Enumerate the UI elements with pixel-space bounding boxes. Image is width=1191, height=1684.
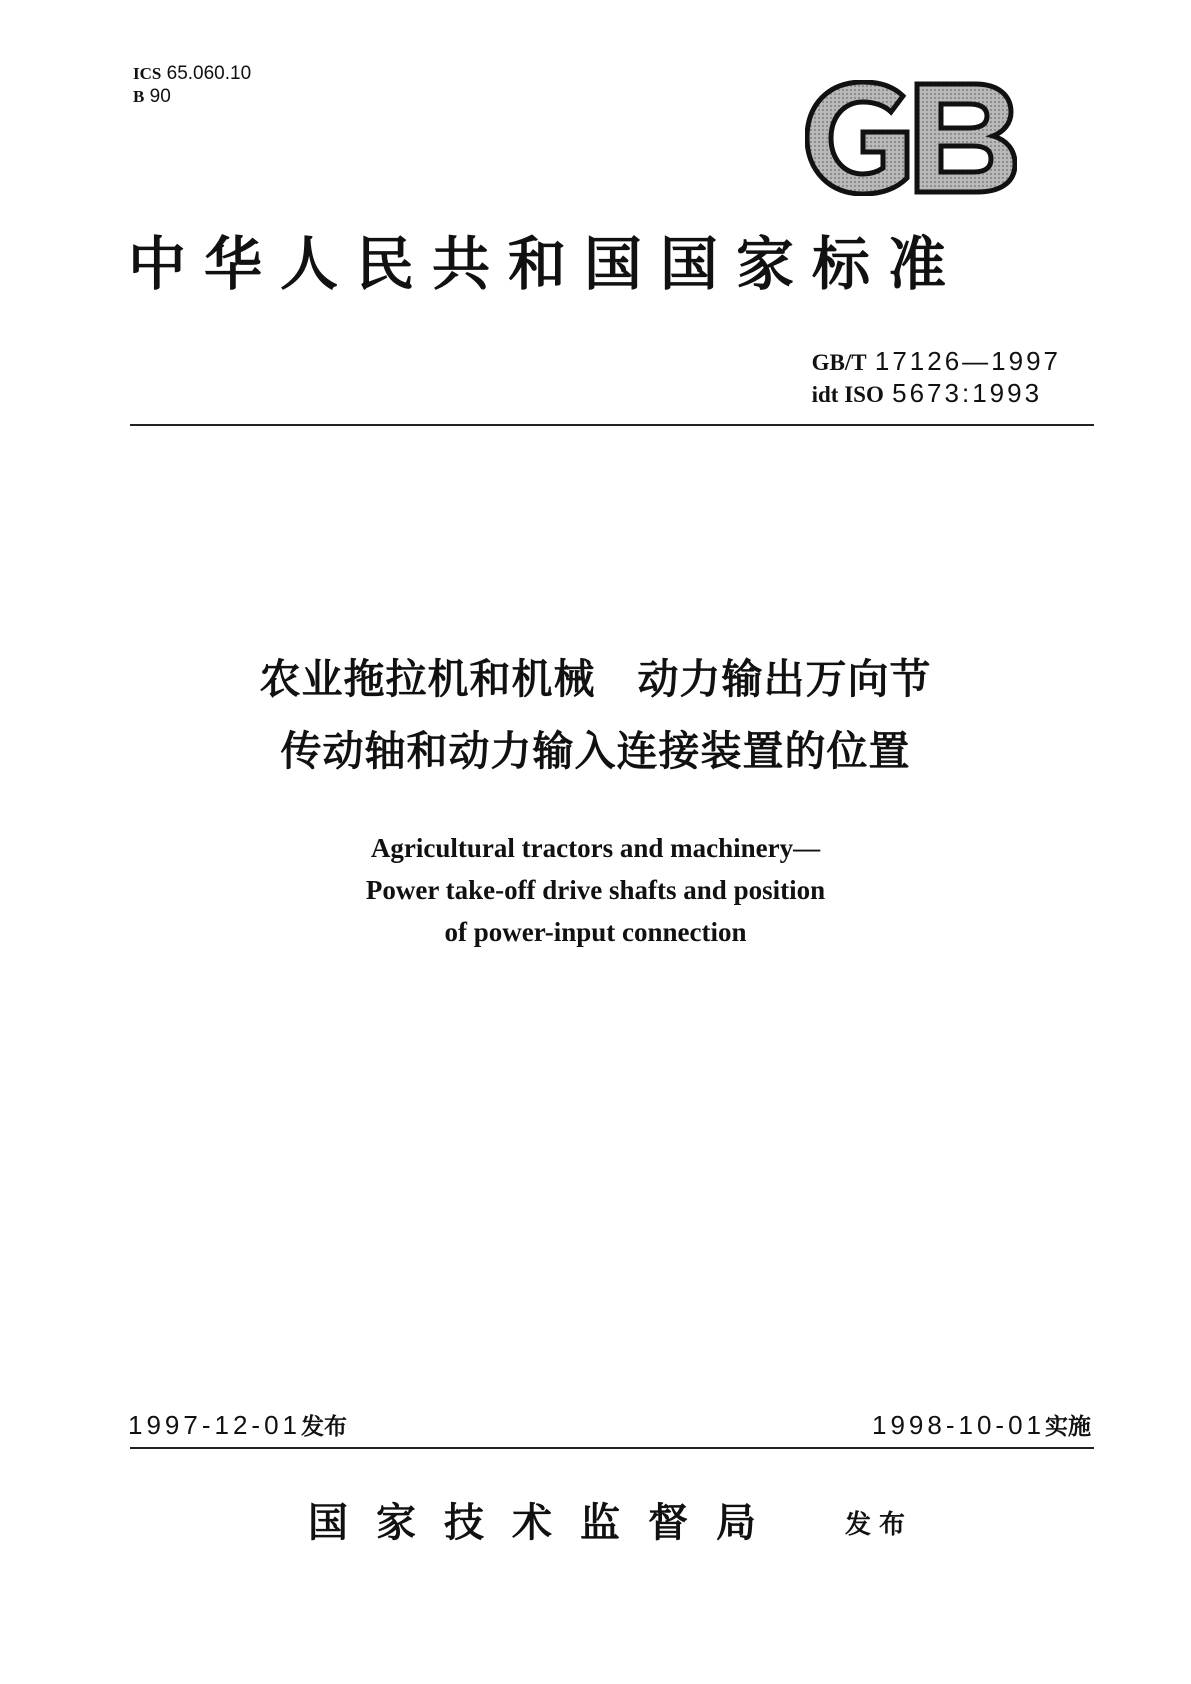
effective-date: 1998-10-01 [872, 1410, 1045, 1440]
ccs-line [133, 85, 251, 108]
standard-name: 中华人民共和国国家标准 [128, 230, 965, 298]
ccs-label: B [133, 87, 145, 106]
issue-label: 发布 [301, 1414, 347, 1440]
ics-line [133, 62, 251, 85]
title-en-line-3: of power-input connection [444, 917, 747, 947]
issue-date: 1997-12-01 [128, 1410, 301, 1440]
effective-label: 实施 [1045, 1414, 1091, 1440]
ics-code: 65.060.10 [166, 63, 252, 84]
ccs-code: 90 [149, 86, 171, 107]
title-cn-line-2: 传动轴和动力输入连接装置的位置 [280, 727, 911, 775]
issuing-authority: 国家技术监督局 [308, 1499, 784, 1546]
idt-line [812, 378, 1061, 410]
standard-code-prefix: GB/T [811, 350, 867, 375]
title-en-line-2: Power take-off drive shafts and position [365, 875, 826, 905]
effective-date-block [872, 1408, 1091, 1444]
publish-label: 发布 [845, 1510, 914, 1540]
title-en-line-1: Agricultural tractors and machinery— [370, 833, 821, 863]
classification-block [133, 62, 251, 108]
standard-code-line [812, 346, 1061, 378]
idt-number: 5673:1993 [892, 378, 1043, 408]
gb-logo [805, 80, 1017, 196]
idt-prefix: idt ISO [811, 382, 884, 407]
standard-code-block [812, 346, 1061, 410]
title-cn-line-1: 农业拖拉机和机械 动力输出万向节 [259, 655, 932, 703]
footer-divider [130, 1447, 1094, 1449]
header-divider [130, 424, 1094, 426]
issue-date-block [128, 1408, 347, 1444]
ics-label: ICS [133, 64, 162, 83]
standard-code-number: 17126—1997 [874, 346, 1061, 376]
